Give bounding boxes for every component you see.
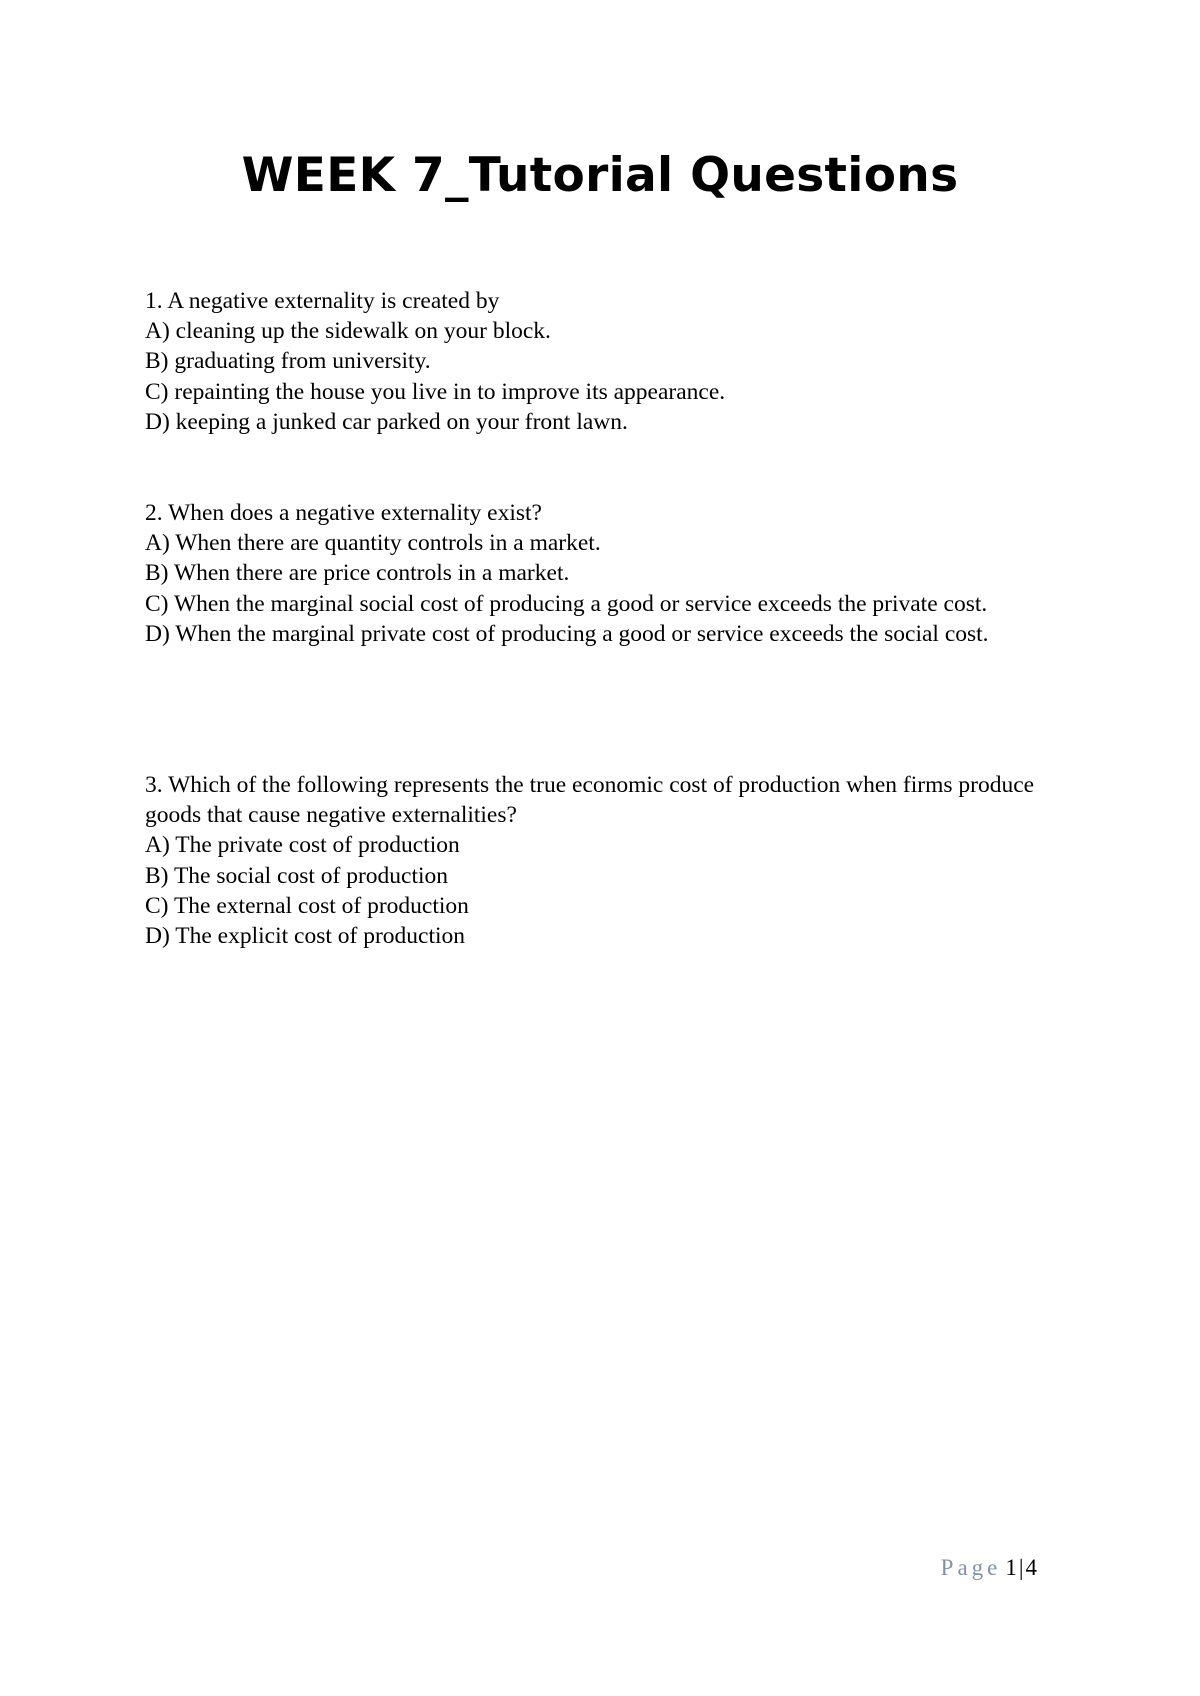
answer-option-b: B) The social cost of production [145,862,449,889]
answer-option-d: D) When the marginal private cost of producing a good or service exceeds the social cost. [145,620,989,647]
question-stem: 1. A negative externality is created by [145,288,500,314]
answer-option-d: D) The explicit cost of production [145,923,466,950]
page-label: Page [940,1555,1002,1580]
question-3 [145,770,1065,951]
answer-option-a: A) When there are quantity controls in a market. [145,530,601,557]
answer-option-b: B) graduating from university. [145,348,431,375]
question-2 [145,498,1065,649]
answer-option-a: A) The private cost of production [145,832,460,859]
total-page-count: 4 [1025,1555,1037,1580]
answer-option-c: C) When the marginal social cost of producing a good or service exceeds the private cost. [145,590,988,617]
question-stem: 2. When does a negative externality exist? [145,500,542,526]
page-footer [941,1553,1037,1583]
question-stem: 3. Which of the following represents the true economic cost of production when firms produce goods that cause negative externalities? [145,772,1040,829]
answer-option-a: A) cleaning up the sidewalk on your block. [145,318,551,345]
answer-option-b: B) When there are price controls in a market. [145,560,570,587]
answer-option-c: C) The external cost of production [145,892,469,919]
answer-option-d: D) keeping a junked car parked on your front lawn. [145,408,628,435]
current-page-number: 1 [1005,1555,1017,1580]
question-1 [145,286,1065,437]
answer-option-c: C) repainting the house you live in to improve its appearance. [145,378,726,405]
page-separator: | [1018,1555,1024,1580]
page-title: WEEK 7_Tutorial Questions [241,148,959,203]
